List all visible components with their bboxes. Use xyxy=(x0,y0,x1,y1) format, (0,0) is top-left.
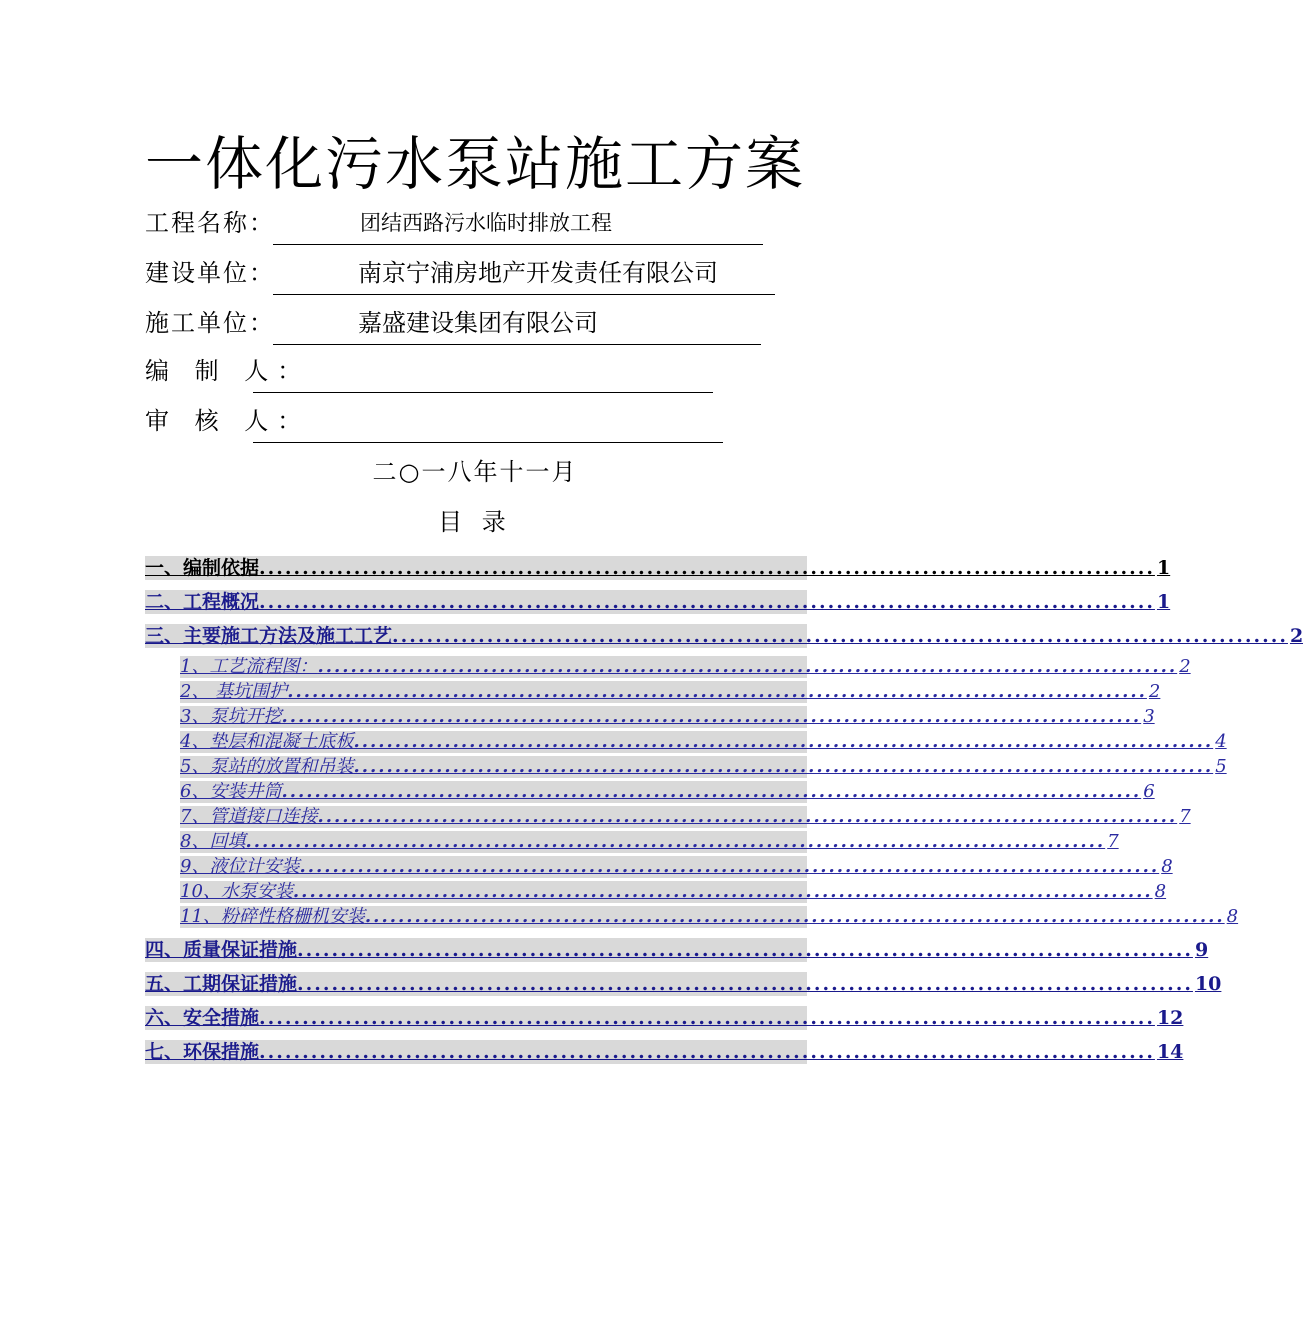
toc-subentry[interactable] xyxy=(180,831,1119,853)
toc-entry-text: 三、主要施工方法及施工工艺 xyxy=(145,625,393,647)
field-label: 建设单位： xyxy=(145,259,275,287)
toc-subentry[interactable] xyxy=(180,781,1155,803)
toc-page-number: 2 xyxy=(1179,656,1191,677)
toc-leader: ........................................................................................................ xyxy=(259,557,1155,579)
field-label: 编 制 人： xyxy=(145,357,311,385)
underline xyxy=(253,442,723,443)
field-editor xyxy=(145,353,715,393)
toc-entry-text: 9、液位计安装 xyxy=(180,856,300,877)
toc-leader: ........................................................................................................ xyxy=(392,625,1288,647)
toc-leader: ........................................................................................................ xyxy=(317,656,1178,677)
toc-entry-text: 一、编制依据 xyxy=(145,557,260,579)
toc-leader: ........................................................................................................ xyxy=(245,831,1106,852)
toc-entry-text: 六、安全措施 xyxy=(145,1007,260,1029)
field-value: 团结西路污水临时排放工程 xyxy=(360,211,612,235)
underline xyxy=(273,244,763,245)
toc-page-number: 2 xyxy=(1148,681,1161,702)
toc-entry[interactable] xyxy=(145,938,1209,962)
field-owner xyxy=(145,255,777,295)
toc-page-number: 8 xyxy=(1226,906,1239,927)
toc-entry-text: 四、质量保证措施 xyxy=(145,939,298,961)
toc-page-number: 8 xyxy=(1154,881,1167,902)
field-builder xyxy=(145,305,763,345)
toc-page-number: 1 xyxy=(1156,557,1171,579)
toc-page-number: 12 xyxy=(1156,1007,1184,1029)
underline xyxy=(273,294,775,295)
toc-entry-text: 4、垫层和混凝土底板 xyxy=(180,731,354,752)
toc-leader: ........................................................................................................ xyxy=(259,1041,1155,1063)
toc-page-number: 1 xyxy=(1156,591,1171,613)
document-date: 二○一八年十一月 xyxy=(372,458,578,486)
toc-entry-text: 6、安装井筒 xyxy=(180,781,282,802)
toc-subentry[interactable] xyxy=(180,706,1155,728)
toc-entry[interactable] xyxy=(145,1040,1184,1064)
toc-entry[interactable] xyxy=(145,972,1222,996)
toc-page-number: 5 xyxy=(1215,756,1227,777)
toc-page-number: 7 xyxy=(1107,831,1119,852)
toc-entry-text: 七、环保措施 xyxy=(145,1041,260,1063)
field-project xyxy=(145,205,765,245)
toc-page-number: 2 xyxy=(1289,625,1303,647)
toc-leader: ........................................................................................................ xyxy=(353,731,1214,752)
toc-entry-text: 1、工艺流程图： xyxy=(180,656,318,677)
field-label: 审 核 人： xyxy=(145,407,311,435)
toc-leader: ........................................................................................................ xyxy=(292,881,1153,902)
toc-subentry[interactable] xyxy=(180,756,1227,778)
toc-subentry[interactable] xyxy=(180,856,1173,878)
table-of-contents xyxy=(145,556,1303,1074)
toc-entry-text: 10、水泵安装 xyxy=(180,881,293,902)
toc-entry-text: 3、泵坑开挖 xyxy=(180,706,282,727)
document-title: 一体化污水泵站施工方案 xyxy=(144,130,805,198)
toc-subentry[interactable] xyxy=(180,681,1161,703)
field-value: 嘉盛建设集团有限公司 xyxy=(358,309,598,337)
toc-leader: ........................................................................................................ xyxy=(364,906,1225,927)
toc-entry[interactable] xyxy=(145,1006,1184,1030)
toc-entry[interactable] xyxy=(145,624,1303,648)
field-value: 南京宁浦房地产开发责任有限公司 xyxy=(358,259,718,287)
toc-subentry[interactable] xyxy=(180,881,1167,903)
toc-page-number: 4 xyxy=(1215,731,1227,752)
toc-entry-text: 2、 基坑围护 xyxy=(180,681,288,702)
underline xyxy=(273,344,761,345)
toc-leader: ........................................................................................................ xyxy=(297,939,1193,961)
toc-leader: ........................................................................................................ xyxy=(297,973,1193,995)
toc-subentry[interactable] xyxy=(180,656,1191,678)
toc-page-number: 14 xyxy=(1156,1041,1184,1063)
toc-entry[interactable] xyxy=(145,590,1171,614)
toc-leader: ........................................................................................................ xyxy=(259,1007,1155,1029)
toc-leader: ........................................................................................................ xyxy=(317,806,1178,827)
toc-subentry[interactable] xyxy=(180,806,1191,828)
field-label: 工程名称： xyxy=(145,209,275,237)
field-label: 施工单位： xyxy=(145,309,275,337)
toc-page-number: 6 xyxy=(1143,781,1155,802)
toc-leader: ........................................................................................................ xyxy=(287,681,1147,702)
toc-entry-text: 二、工程概况 xyxy=(145,591,260,613)
toc-subentry[interactable] xyxy=(180,906,1239,928)
toc-subentry[interactable] xyxy=(180,731,1227,753)
toc-entry-text: 8、回填 xyxy=(180,831,246,852)
toc-entry-text: 11、粉碎性格栅机安装 xyxy=(180,906,365,927)
underline xyxy=(253,392,713,393)
toc-entry-text: 7、管道接口连接 xyxy=(180,806,318,827)
toc-leader: ........................................................................................................ xyxy=(281,706,1142,727)
field-reviewer xyxy=(145,403,725,443)
toc-entry-text: 五、工期保证措施 xyxy=(145,973,298,995)
toc-page-number: 8 xyxy=(1161,856,1173,877)
toc-entry-text: 5、泵站的放置和吊装 xyxy=(180,756,354,777)
toc-leader: ........................................................................................................ xyxy=(299,856,1160,877)
toc-leader: ........................................................................................................ xyxy=(259,591,1155,613)
toc-page-number: 7 xyxy=(1179,806,1191,827)
toc-leader: ........................................................................................................ xyxy=(281,781,1142,802)
toc-page-number: 10 xyxy=(1194,973,1222,995)
toc-entry[interactable] xyxy=(145,556,1171,580)
toc-page-number: 9 xyxy=(1194,939,1209,961)
toc-heading: 目 录 xyxy=(438,508,512,536)
toc-page-number: 3 xyxy=(1143,706,1155,727)
toc-leader: ........................................................................................................ xyxy=(353,756,1214,777)
